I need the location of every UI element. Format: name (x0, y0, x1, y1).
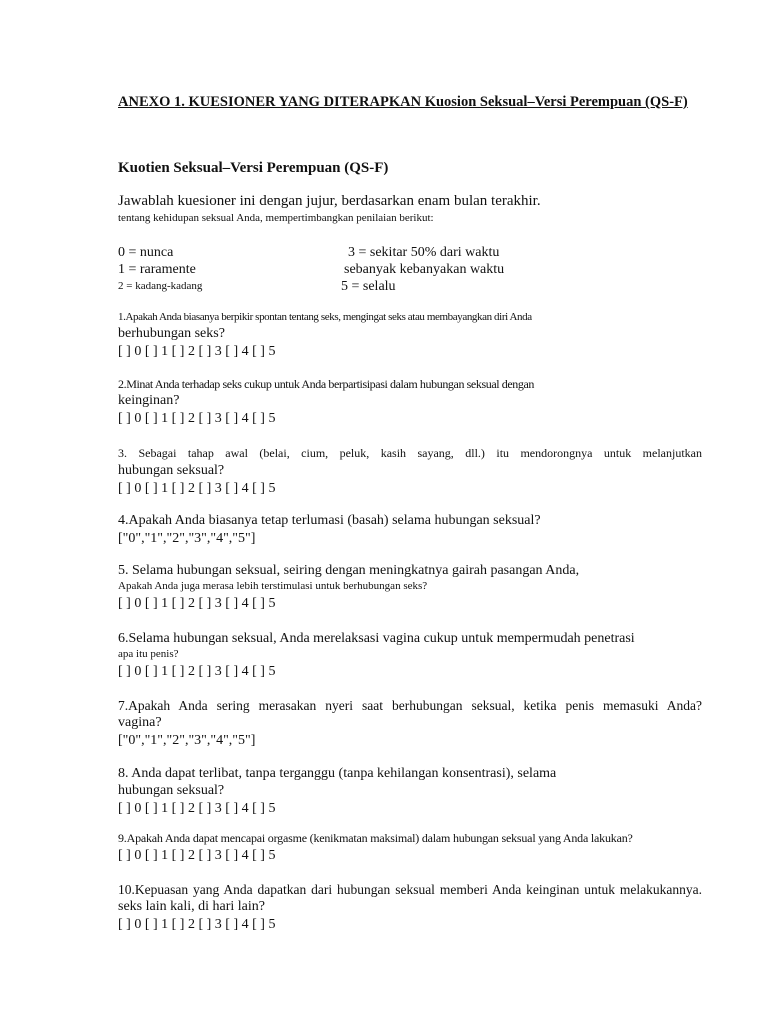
annex-title: ANEXO 1. KUESIONER YANG DITERAPKAN Kuosion Seksual–Versi Perempuan (QS-F) (118, 94, 688, 110)
question-7-text-cont: vagina? (118, 715, 162, 730)
question-1-text-cont: berhubungan seks? (118, 326, 225, 341)
question-3-options[interactable]: [ ] 0 [ ] 1 [ ] 2 [ ] 3 [ ] 4 [ ] 5 (118, 481, 276, 496)
scale-1: 1 = raramente (118, 262, 196, 277)
question-5-options[interactable]: [ ] 0 [ ] 1 [ ] 2 [ ] 3 [ ] 4 [ ] 5 (118, 596, 276, 611)
question-2-text-cont: keinginan? (118, 393, 180, 408)
question-9-options[interactable]: [ ] 0 [ ] 1 [ ] 2 [ ] 3 [ ] 4 [ ] 5 (118, 848, 276, 863)
question-1 (118, 310, 702, 361)
scale-3: 3 = sekitar 50% dari waktu (348, 245, 500, 260)
scale-2: 2 = kadang-kadang (118, 280, 203, 292)
question-10-options[interactable]: [ ] 0 [ ] 1 [ ] 2 [ ] 3 [ ] 4 [ ] 5 (118, 917, 276, 932)
scale-4: sebanyak kebanyakan waktu (344, 262, 505, 277)
question-9 (118, 831, 702, 865)
question-10-text-cont: seks lain kali, di hari lain? (118, 899, 265, 914)
question-8 (118, 765, 702, 818)
main-title: Kuotien Seksual–Versi Perempuan (QS-F) (118, 160, 389, 176)
question-8-text-cont: hubungan seksual? (118, 783, 225, 798)
question-5 (118, 562, 702, 613)
intro-line-2: tentang kehidupan seksual Anda, mempertimbangkan penilaian berikut: (118, 212, 434, 224)
question-6-text-cont: apa itu penis? (118, 648, 179, 660)
question-4 (118, 512, 702, 548)
scale-0: 0 = nunca (118, 245, 174, 260)
question-8-text: 8. Anda dapat terlibat, tanpa terganggu (tanpa kehilangan konsentrasi), selama (118, 766, 557, 781)
scale-5: 5 = selalu (341, 279, 396, 294)
intro-line-1: Jawablah kuesioner ini dengan jujur, berdasarkan enam bulan terakhir. (118, 193, 541, 209)
question-3-text-cont: hubungan seksual? (118, 463, 225, 478)
question-2-options[interactable]: [ ] 0 [ ] 1 [ ] 2 [ ] 3 [ ] 4 [ ] 5 (118, 411, 276, 426)
question-6-text: 6.Selama hubungan seksual, Anda merelaksasi vagina cukup untuk mempermudah penetrasi (118, 631, 635, 646)
question-2-text: 2.Minat Anda terhadap seks cukup untuk Anda berpartisipasi dalam hubungan seksual dengan (118, 377, 535, 391)
question-4-options[interactable]: ["0","1","2","3","4","5"] (118, 531, 256, 546)
question-1-options[interactable]: [ ] 0 [ ] 1 [ ] 2 [ ] 3 [ ] 4 [ ] 5 (118, 344, 276, 359)
question-7 (118, 697, 702, 750)
question-1-text: 1.Apakah Anda biasanya berpikir spontan tentang seks, mengingat seks atau membayangkan diri Anda (118, 311, 532, 323)
question-7-options[interactable]: ["0","1","2","3","4","5"] (118, 733, 256, 748)
question-10-text: 10.Kepuasan yang Anda dapatkan dari hubungan seksual memberi Anda keinginan untuk melakukannya. (118, 882, 702, 897)
question-6 (118, 630, 702, 681)
question-5-text-cont: Apakah Anda juga merasa lebih terstimulasi untuk berhubungan seks? (118, 580, 428, 592)
question-2 (118, 377, 702, 428)
question-8-options[interactable]: [ ] 0 [ ] 1 [ ] 2 [ ] 3 [ ] 4 [ ] 5 (118, 801, 276, 816)
question-9-text: 9.Apakah Anda dapat mencapai orgasme (kenikmatan maksimal) dalam hubungan seksual yang Anda lakukan? (118, 831, 633, 845)
question-3-text: 3. Sebagai tahap awal (belai, cium, peluk, kasih sayang, dll.) itu mendorongnya untuk melanjutkan (118, 446, 702, 460)
question-3 (118, 445, 702, 498)
question-5-text: 5. Selama hubungan seksual, seiring dengan meningkatnya gairah pasangan Anda, (118, 563, 580, 578)
question-4-text: 4.Apakah Anda biasanya tetap terlumasi (basah) selama hubungan seksual? (118, 513, 541, 528)
question-7-text: 7.Apakah Anda sering merasakan nyeri saat berhubungan seksual, ketika penis memasuki Anda? (118, 698, 702, 713)
question-10 (118, 881, 702, 934)
question-6-options[interactable]: [ ] 0 [ ] 1 [ ] 2 [ ] 3 [ ] 4 [ ] 5 (118, 664, 276, 679)
